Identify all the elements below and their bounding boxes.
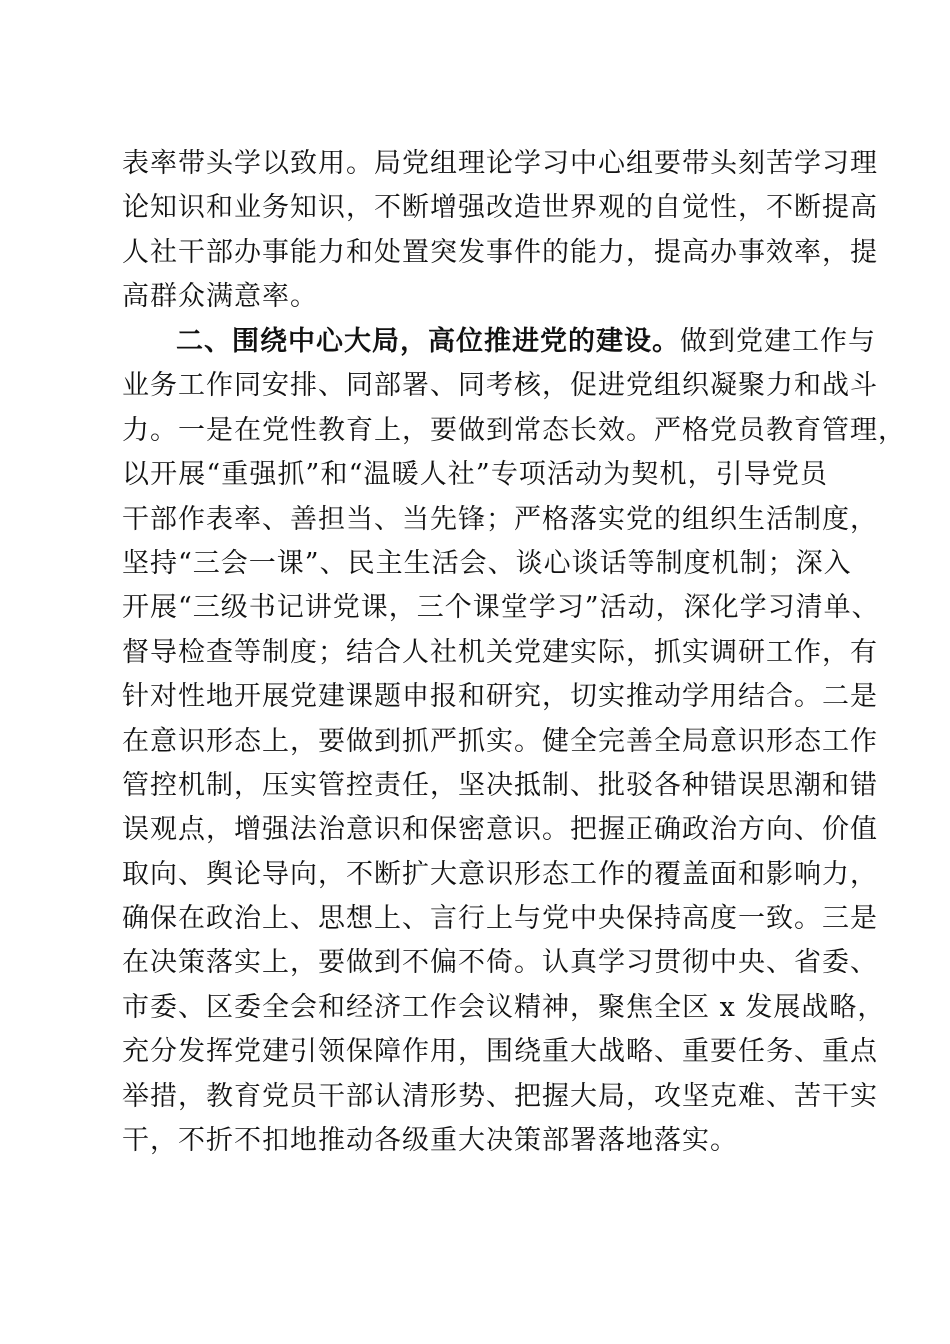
paragraph-line: 充分发挥党建引领保障作用，围绕重大战略、重要任务、重点 <box>122 1036 878 1068</box>
paragraph-line: 论知识和业务知识，不断增强改造世界观的自觉性，不断提高 <box>122 192 878 224</box>
paragraph-line: 管控机制，压实管控责任，坚决抵制、批驳各种错误思潮和错 <box>122 769 878 801</box>
paragraph-line: 人社干部办事能力和处置突发事件的能力，提高办事效率，提 <box>122 236 878 268</box>
section-heading: 二、围绕中心大局，高位推进党的建设。 <box>176 326 680 357</box>
paragraph-1 <box>122 142 878 320</box>
paragraph-line-rest: 做到党建工作与 <box>680 326 876 357</box>
paragraph-line: 干部作表率、善担当、当先锋；严格落实党的组织生活制度， <box>122 503 878 535</box>
paragraph-line: 在意识形态上，要做到抓严抓实。健全完善全局意识形态工作 <box>122 725 878 757</box>
paragraph-line: 高群众满意率。 <box>122 281 318 313</box>
paragraph-line: 表率带头学以致用。局党组理论学习中心组要带头刻苦学习理 <box>122 148 878 179</box>
paragraph-line: 取向、舆论导向，不断扩大意识形态工作的覆盖面和影响力， <box>122 858 878 890</box>
paragraph-line: 以开展“重强抓”和“温暖人社”专项活动为契机，引导党员 <box>122 459 828 491</box>
paragraph-line: 在决策落实上，要做到不偏不倚。认真学习贯彻中央、省委、 <box>122 947 878 979</box>
paragraph-line: 督导检查等制度；结合人社机关党建实际，抓实调研工作，有 <box>122 636 878 668</box>
paragraph-line: 业务工作同安排、同部署、同考核，促进党组织凝聚力和战斗 <box>122 370 878 402</box>
paragraph-line: 市委、区委全会和经济工作会议精神，聚焦全区 x 发展战略， <box>122 991 886 1023</box>
paragraph-line: 坚持“三会一课”、民主生活会、谈心谈话等制度机制；深入 <box>122 547 852 579</box>
paragraph-line: 力。一是在党性教育上，要做到常态长效。严格党员教育管理， <box>122 414 906 446</box>
paragraph-line: 误观点，增强法治意识和保密意识。把握正确政治方向、价值 <box>122 814 878 846</box>
paragraph-2 <box>122 320 906 1163</box>
paragraph-line: 确保在政治上、思想上、言行上与党中央保持高度一致。三是 <box>122 903 878 935</box>
paragraph-line: 开展“三级书记讲党课，三个课堂学习”活动，深化学习清单、 <box>122 592 880 624</box>
paragraph-line: 干，不折不扣地推动各级重大决策部署落地落实。 <box>122 1125 738 1157</box>
paragraph-line: 举措，教育党员干部认清形势、把握大局，攻坚克难、苦干实 <box>122 1080 878 1112</box>
paragraph-first-line <box>122 320 876 364</box>
paragraph-line: 针对性地开展党建课题申报和研究，切实推动学用结合。二是 <box>122 681 878 713</box>
